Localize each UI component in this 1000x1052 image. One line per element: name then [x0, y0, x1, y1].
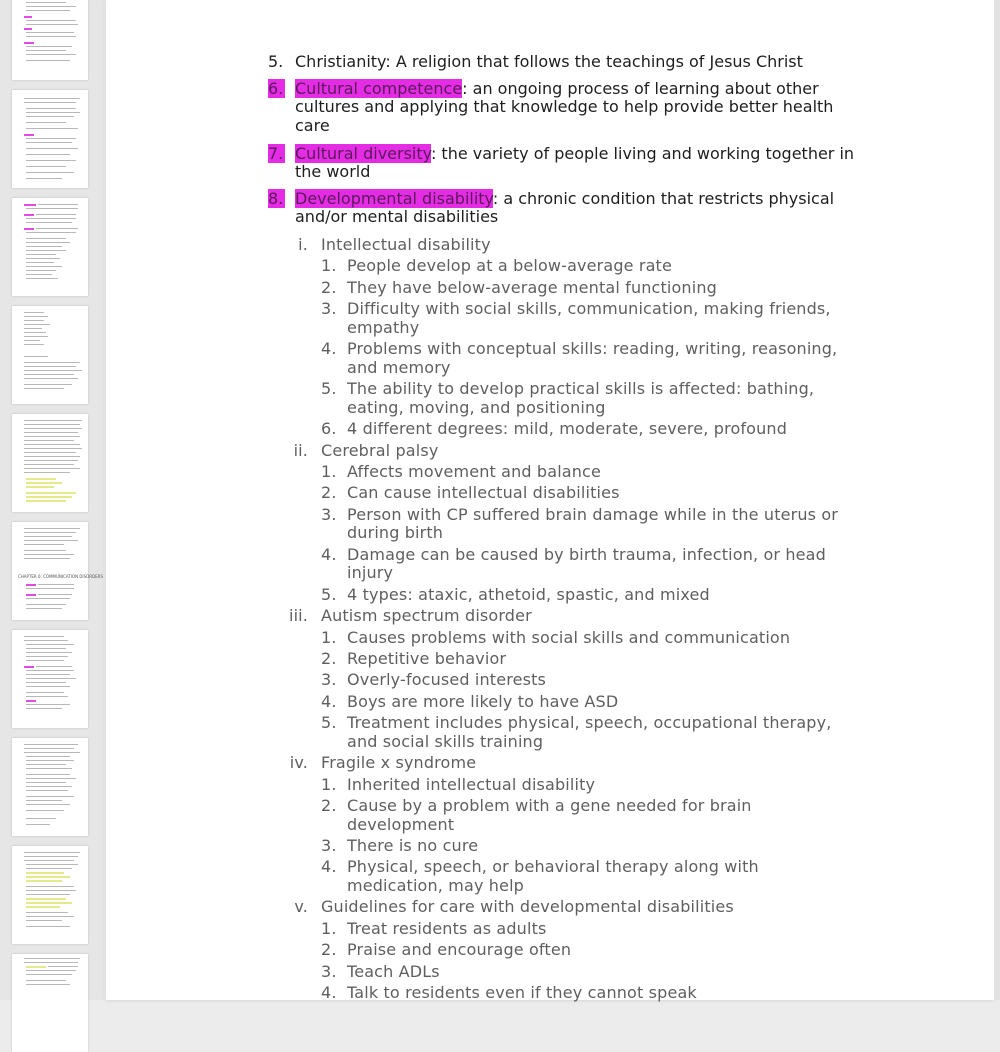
thumbnail-text-line	[24, 472, 70, 473]
thumbnail-text-line	[26, 764, 66, 765]
thumbnail-text-line	[26, 112, 80, 113]
roman-numeral: i.	[298, 235, 308, 254]
thumbnail-text-line	[26, 482, 62, 484]
thumbnail-text-line	[24, 464, 74, 465]
list-item-continuation	[347, 815, 454, 834]
list-number: 1.	[321, 774, 337, 794]
list-text: Person with CP suffered brain damage while in the uterus or	[347, 504, 839, 524]
thumbnail-text-line	[26, 598, 70, 599]
list-item-continuation	[347, 398, 606, 417]
list-number: 4.	[321, 857, 337, 877]
thumbnail-text-line	[26, 700, 36, 702]
list-text: Praise and encourage often	[347, 940, 572, 960]
thumbnail-text-line	[24, 456, 80, 457]
thumbnail-text-line	[24, 384, 72, 385]
thumbnail-text-line	[24, 636, 64, 637]
thumbnail-text-line	[26, 868, 72, 869]
thumbnail-text-line	[26, 886, 74, 887]
list-text: They have below-average mental functioning	[347, 277, 717, 297]
list-item-continuation	[347, 358, 451, 377]
section-title: Guidelines for care with developmental disabilities	[321, 897, 734, 917]
thumbnail-text-line	[26, 238, 66, 239]
section-title: Intellectual disability	[321, 235, 491, 254]
list-number: 1.	[321, 627, 337, 647]
thumbnail-text-line	[24, 214, 34, 216]
item-text	[295, 144, 854, 163]
thumbnail-text-line	[24, 432, 78, 433]
thumbnail-text-line	[26, 894, 70, 895]
thumbnail-text-line	[24, 958, 80, 959]
thumbnail-text-line	[26, 760, 74, 761]
thumbnail-text-line	[26, 500, 66, 502]
list-text: Treat residents as adults	[347, 918, 547, 938]
definition-continuation	[295, 97, 833, 116]
thumbnail-text-line	[26, 128, 78, 129]
thumbnail-text-line	[26, 270, 56, 271]
definition: : A religion that follows the teachings of Jesus Christ	[385, 52, 803, 71]
thumbnail-text-line	[24, 204, 36, 206]
thumbnail-text-line	[26, 246, 62, 247]
list-item-continuation	[347, 318, 419, 337]
list-number: 3.	[321, 299, 337, 319]
list-number: 1.	[321, 918, 337, 938]
thumbnail-text-line	[26, 32, 74, 33]
section-title: Cerebral palsy	[321, 440, 439, 460]
list-number: 4.	[321, 691, 337, 711]
thumbnail-text-line	[36, 228, 78, 229]
thumbnail-text-line	[26, 768, 72, 769]
thumbnail-text-line	[26, 644, 74, 645]
highlighted-term: Cultural competence	[295, 79, 463, 98]
thumbnail-text-line	[24, 962, 78, 963]
thumbnail-text-line	[26, 278, 58, 279]
page-thumbnail-sidebar[interactable]	[0, 0, 104, 1000]
list-text: Cause by a problem with a gene needed for brain	[347, 796, 752, 815]
definition: : the variety of people living and working together in	[430, 144, 855, 163]
list-number: 2.	[321, 940, 337, 960]
thumbnail-text-line	[24, 98, 80, 99]
list-number: 4.	[321, 544, 337, 564]
thumbnail-text-line	[26, 172, 74, 173]
thumbnail-text-line	[26, 912, 68, 913]
thumbnail-text-line	[24, 332, 46, 333]
thumbnail-text-line	[26, 660, 64, 661]
list-number: 3.	[321, 961, 337, 981]
thumbnail-text-line	[24, 444, 80, 445]
thumbnail-text-line	[26, 902, 72, 904]
list-text: Physical, speech, or behavioral therapy along with	[347, 857, 759, 877]
page-thumbnail[interactable]	[12, 738, 88, 836]
thumbnail-text-line	[24, 320, 44, 321]
list-number: 1.	[321, 462, 337, 481]
thumbnail-text-line	[26, 242, 70, 243]
thumbnail-text-line	[24, 528, 80, 529]
thumbnail-text-line	[26, 274, 52, 275]
thumbnail-text-line	[26, 656, 68, 657]
thumbnail-text-line	[36, 666, 72, 667]
thumbnail-text-line	[26, 984, 70, 985]
thumbnail-text-line	[26, 686, 70, 687]
list-text: and memory	[347, 357, 451, 377]
thumbnail-text-line	[24, 312, 44, 313]
list-number: 4.	[321, 339, 337, 359]
page-thumbnail[interactable]	[12, 846, 88, 944]
thumbnail-text-line	[26, 24, 78, 25]
page-thumbnail[interactable]	[12, 630, 88, 728]
highlighted-term: Cultural diversity	[295, 144, 431, 163]
list-text: Treatment includes physical, speech, occupational therapy,	[347, 713, 832, 733]
thumbnail-text-line	[26, 678, 76, 679]
thumbnail-text-line	[24, 744, 78, 745]
roman-numeral: iii.	[288, 606, 308, 626]
thumbnail-text-line	[26, 774, 70, 775]
list-text: People develop at a below-average rate	[347, 256, 672, 276]
thumbnail-text-line	[24, 134, 34, 136]
thumbnail-text-line	[26, 682, 66, 683]
thumbnail-text-line	[26, 594, 36, 596]
item-text	[295, 79, 819, 98]
page-thumbnail[interactable]	[12, 522, 103, 620]
list-text: Repetitive behavior	[347, 649, 507, 668]
thumbnail-text-line	[26, 138, 76, 139]
roman-numeral: iv.	[289, 753, 308, 773]
thumbnail-text-line	[26, 160, 76, 161]
thumbnail-text-line	[24, 540, 78, 541]
definition-continuation	[295, 116, 330, 135]
thumbnail-text-line	[26, 980, 66, 981]
thumbnail-text-line	[26, 652, 72, 653]
thumbnail-text-line	[24, 536, 72, 537]
list-number: 1.	[321, 256, 337, 276]
thumbnail-text-line	[24, 370, 82, 371]
thumbnail-text-line	[26, 674, 70, 675]
list-number: 6.	[321, 419, 337, 439]
thumbnail-text-line	[26, 966, 46, 968]
item-text	[295, 52, 803, 71]
thumbnail-text-line	[26, 800, 62, 801]
thumbnail-text-line	[24, 324, 50, 325]
thumbnail-text-line	[24, 336, 48, 337]
thumbnail-text-line	[26, 810, 64, 811]
thumbnail-text-line	[26, 142, 72, 143]
list-text: Difficulty with social skills, communication, making friends,	[347, 299, 831, 319]
definition-continuation	[295, 207, 498, 226]
thumbnail-text-line	[26, 906, 60, 908]
thumbnail-text-line	[26, 116, 74, 117]
thumbnail-text-line	[24, 440, 74, 441]
list-number: 2.	[321, 483, 337, 503]
thumbnail-text-line	[26, 604, 66, 605]
definition-text: cultures and applying that knowledge to help provide better health	[295, 97, 834, 116]
thumbnail-text-line	[26, 708, 62, 709]
list-item-continuation	[347, 523, 443, 542]
thumbnail-text-line	[26, 166, 66, 167]
page-thumbnail[interactable]	[12, 414, 88, 512]
thumbnail-text-line	[26, 796, 74, 797]
thumbnail-text-line	[26, 148, 78, 149]
thumbnail-text-line	[26, 670, 74, 671]
page-thumbnail[interactable]	[12, 954, 88, 1052]
thumbnail-text-line	[26, 60, 70, 61]
list-text: Boys are more likely to have ASD	[347, 691, 619, 711]
roman-numeral: v.	[294, 897, 308, 917]
thumbnail-text-line	[24, 468, 80, 469]
thumbnail-text-line	[24, 102, 76, 103]
thumbnail-text-line	[24, 374, 74, 375]
definition: : an ongoing process of learning about other	[462, 79, 819, 98]
thumbnail-text-line	[26, 786, 72, 787]
thumbnail-text-line	[26, 756, 70, 757]
thumbnail-text-line	[26, 588, 74, 589]
thumbnail-text-line	[38, 584, 74, 585]
thumbnail-text-line	[26, 254, 56, 255]
definition-text: care	[295, 116, 330, 135]
definition-continuation	[295, 162, 370, 181]
list-text: during birth	[347, 523, 444, 543]
thumbnail-text-line	[26, 2, 66, 3]
thumbnail-text-line	[26, 864, 78, 865]
list-text: injury	[347, 563, 394, 583]
thumbnail-text-line	[26, 898, 66, 900]
thumbnail-text-line	[48, 966, 78, 967]
list-item-continuation	[347, 876, 524, 895]
list-text: development	[347, 814, 455, 834]
thumbnail-text-line	[26, 926, 70, 927]
document-page[interactable]	[106, 0, 994, 1000]
list-text: Overly-focused interests	[347, 670, 546, 690]
thumbnail-text-line	[26, 478, 56, 480]
list-text: Talk to residents even if they cannot speak	[347, 983, 697, 1002]
list-text: Teach ADLs	[347, 961, 440, 981]
list-text: Inherited intellectual disability	[347, 774, 596, 794]
thumbnail-text-line	[26, 790, 68, 791]
definition: : a chronic condition that restricts physical	[492, 189, 835, 208]
list-number: 3.	[321, 670, 337, 690]
thumbnail-text-line	[24, 448, 82, 449]
list-text: The ability to develop practical skills is affected: bathing,	[347, 379, 815, 399]
thumbnail-text-line	[26, 108, 76, 109]
thumbnail-text-line	[26, 920, 62, 921]
thumbnail-text-line	[24, 42, 34, 44]
term: Christianity	[295, 52, 386, 71]
list-text: Causes problems with social skills and communication	[347, 627, 791, 647]
thumbnail-text-line	[24, 28, 32, 30]
list-number: 2.	[321, 277, 337, 297]
thumbnail-text-line	[26, 208, 78, 209]
thumbnail-text-line	[26, 872, 64, 874]
list-text: Affects movement and balance	[347, 462, 601, 481]
list-item-continuation	[347, 563, 393, 582]
thumbnail-text-line	[24, 344, 44, 345]
thumbnail-text-line	[26, 696, 68, 697]
thumbnail-text-line	[26, 6, 76, 7]
thumbnail-text-line	[26, 608, 62, 609]
thumbnail-text-line	[26, 778, 76, 779]
thumbnail-text-line	[24, 316, 48, 317]
list-text: There is no cure	[347, 836, 479, 855]
thumbnail-text-line	[26, 782, 66, 783]
thumbnail-text-line	[26, 692, 64, 693]
thumbnail-text-line	[24, 340, 40, 341]
thumbnail-text-line	[24, 452, 76, 453]
thumbnail-text-line	[26, 704, 70, 705]
item-number: 6.	[268, 79, 284, 98]
thumbnail-text-line	[26, 36, 76, 37]
thumbnail-text-line	[24, 554, 74, 555]
section-title: Autism spectrum disorder	[321, 606, 532, 626]
thumbnail-text-line	[24, 558, 70, 559]
thumbnail-text-line	[26, 218, 76, 219]
thumbnail-text-line	[26, 880, 62, 882]
item-text	[295, 189, 834, 208]
thumbnail-text-line	[24, 378, 78, 379]
thumbnail-text-line	[38, 204, 78, 205]
item-number: 5.	[268, 52, 284, 71]
list-number: 4.	[321, 983, 337, 1002]
thumbnail-text-line	[26, 890, 76, 891]
list-text: 4 types: ataxic, athetoid, spastic, and mixed	[347, 584, 710, 604]
thumbnail-text-line	[26, 258, 60, 259]
list-number: 2.	[321, 796, 337, 815]
thumbnail-text-line	[24, 752, 80, 753]
highlighted-term: Developmental disability	[295, 189, 493, 208]
roman-numeral: ii.	[293, 440, 308, 460]
thumbnail-text-line	[24, 228, 34, 230]
list-text: and social skills training	[347, 731, 544, 751]
list-number: 3.	[321, 836, 337, 855]
thumbnail-text-line	[36, 214, 76, 215]
list-text: 4 different degrees: mild, moderate, severe, profound	[347, 419, 787, 439]
thumbnail-text-line	[26, 122, 66, 123]
thumbnail-text-line	[24, 420, 82, 421]
item-number: 7.	[268, 144, 284, 163]
thumbnail-text-line	[26, 818, 56, 819]
thumbnail-text-line	[26, 974, 72, 975]
thumbnail-text-line	[24, 550, 66, 551]
thumbnail-chapter-heading: CHAPTER 6: COMMUNICATION DISORDERS	[18, 574, 103, 579]
list-number: 5.	[321, 713, 337, 733]
thumbnail-text-line	[24, 640, 68, 641]
thumbnail-text-line	[24, 428, 82, 429]
thumbnail-text-line	[24, 328, 42, 329]
thumbnail-text-line	[24, 544, 64, 545]
page-gutter	[994, 0, 1000, 1000]
thumbnail-text-line	[26, 54, 76, 55]
page-thumbnail[interactable]	[12, 198, 88, 296]
definition-text: and/or mental disabilities	[295, 207, 499, 226]
thumbnail-text-line	[26, 46, 72, 47]
thumbnail-text-line	[26, 20, 76, 21]
thumbnail-text-line	[26, 492, 76, 494]
thumbnail-text-line	[24, 436, 80, 437]
list-text: empathy	[347, 317, 420, 337]
thumbnail-text-line	[26, 876, 70, 878]
thumbnail-text-line	[26, 266, 62, 267]
thumbnail-text-line	[24, 362, 80, 363]
thumbnail-text-line	[26, 916, 74, 917]
thumbnail-text-line	[26, 486, 54, 488]
thumbnail-text-line	[24, 852, 80, 853]
thumbnail-text-line	[24, 748, 74, 749]
thumbnail-text-line	[26, 178, 62, 179]
page-thumbnail[interactable]	[12, 306, 88, 404]
thumbnail-text-line	[24, 356, 48, 357]
list-text: medication, may help	[347, 876, 524, 895]
thumbnail-text-line	[26, 648, 66, 649]
thumbnail-text-line	[24, 16, 32, 18]
thumbnail-text-line	[38, 594, 72, 595]
page-thumbnail[interactable]	[12, 0, 88, 80]
thumbnail-text-line	[26, 584, 36, 586]
list-item-continuation	[347, 732, 543, 751]
page-thumbnail[interactable]	[12, 90, 88, 188]
section-title: Fragile x syndrome	[321, 753, 477, 773]
thumbnail-text-line	[26, 496, 72, 498]
list-number: 3.	[321, 504, 337, 524]
thumbnail-text-line	[24, 424, 80, 425]
definition-text: the world	[295, 162, 371, 181]
thumbnail-text-line	[26, 250, 66, 251]
thumbnail-text-line	[24, 860, 74, 861]
list-text: Problems with conceptual skills: reading, writing, reasoning,	[347, 339, 838, 359]
thumbnail-text-line	[26, 232, 76, 233]
thumbnail-text-line	[24, 460, 78, 461]
thumbnail-text-line	[24, 388, 64, 389]
thumbnail-text-line	[26, 804, 70, 805]
thumbnail-text-line	[24, 856, 78, 857]
list-text: Damage can be caused by birth trauma, infection, or head	[347, 544, 826, 564]
list-number: 2.	[321, 649, 337, 668]
list-text: eating, moving, and positioning	[347, 397, 606, 417]
list-number: 5.	[321, 379, 337, 399]
item-number: 8.	[268, 189, 284, 208]
thumbnail-text-line	[24, 532, 76, 533]
thumbnail-text-line	[26, 262, 54, 263]
thumbnail-text-line	[24, 666, 34, 668]
thumbnail-text-line	[26, 154, 70, 155]
thumbnail-text-line	[26, 50, 66, 51]
thumbnail-text-line	[26, 824, 50, 825]
thumbnail-text-line	[26, 222, 72, 223]
list-text: Can cause intellectual disabilities	[347, 483, 620, 503]
list-number: 5.	[321, 584, 337, 604]
thumbnail-text-line	[26, 970, 76, 971]
thumbnail-text-line	[26, 10, 70, 11]
thumbnail-text-line	[24, 366, 76, 367]
